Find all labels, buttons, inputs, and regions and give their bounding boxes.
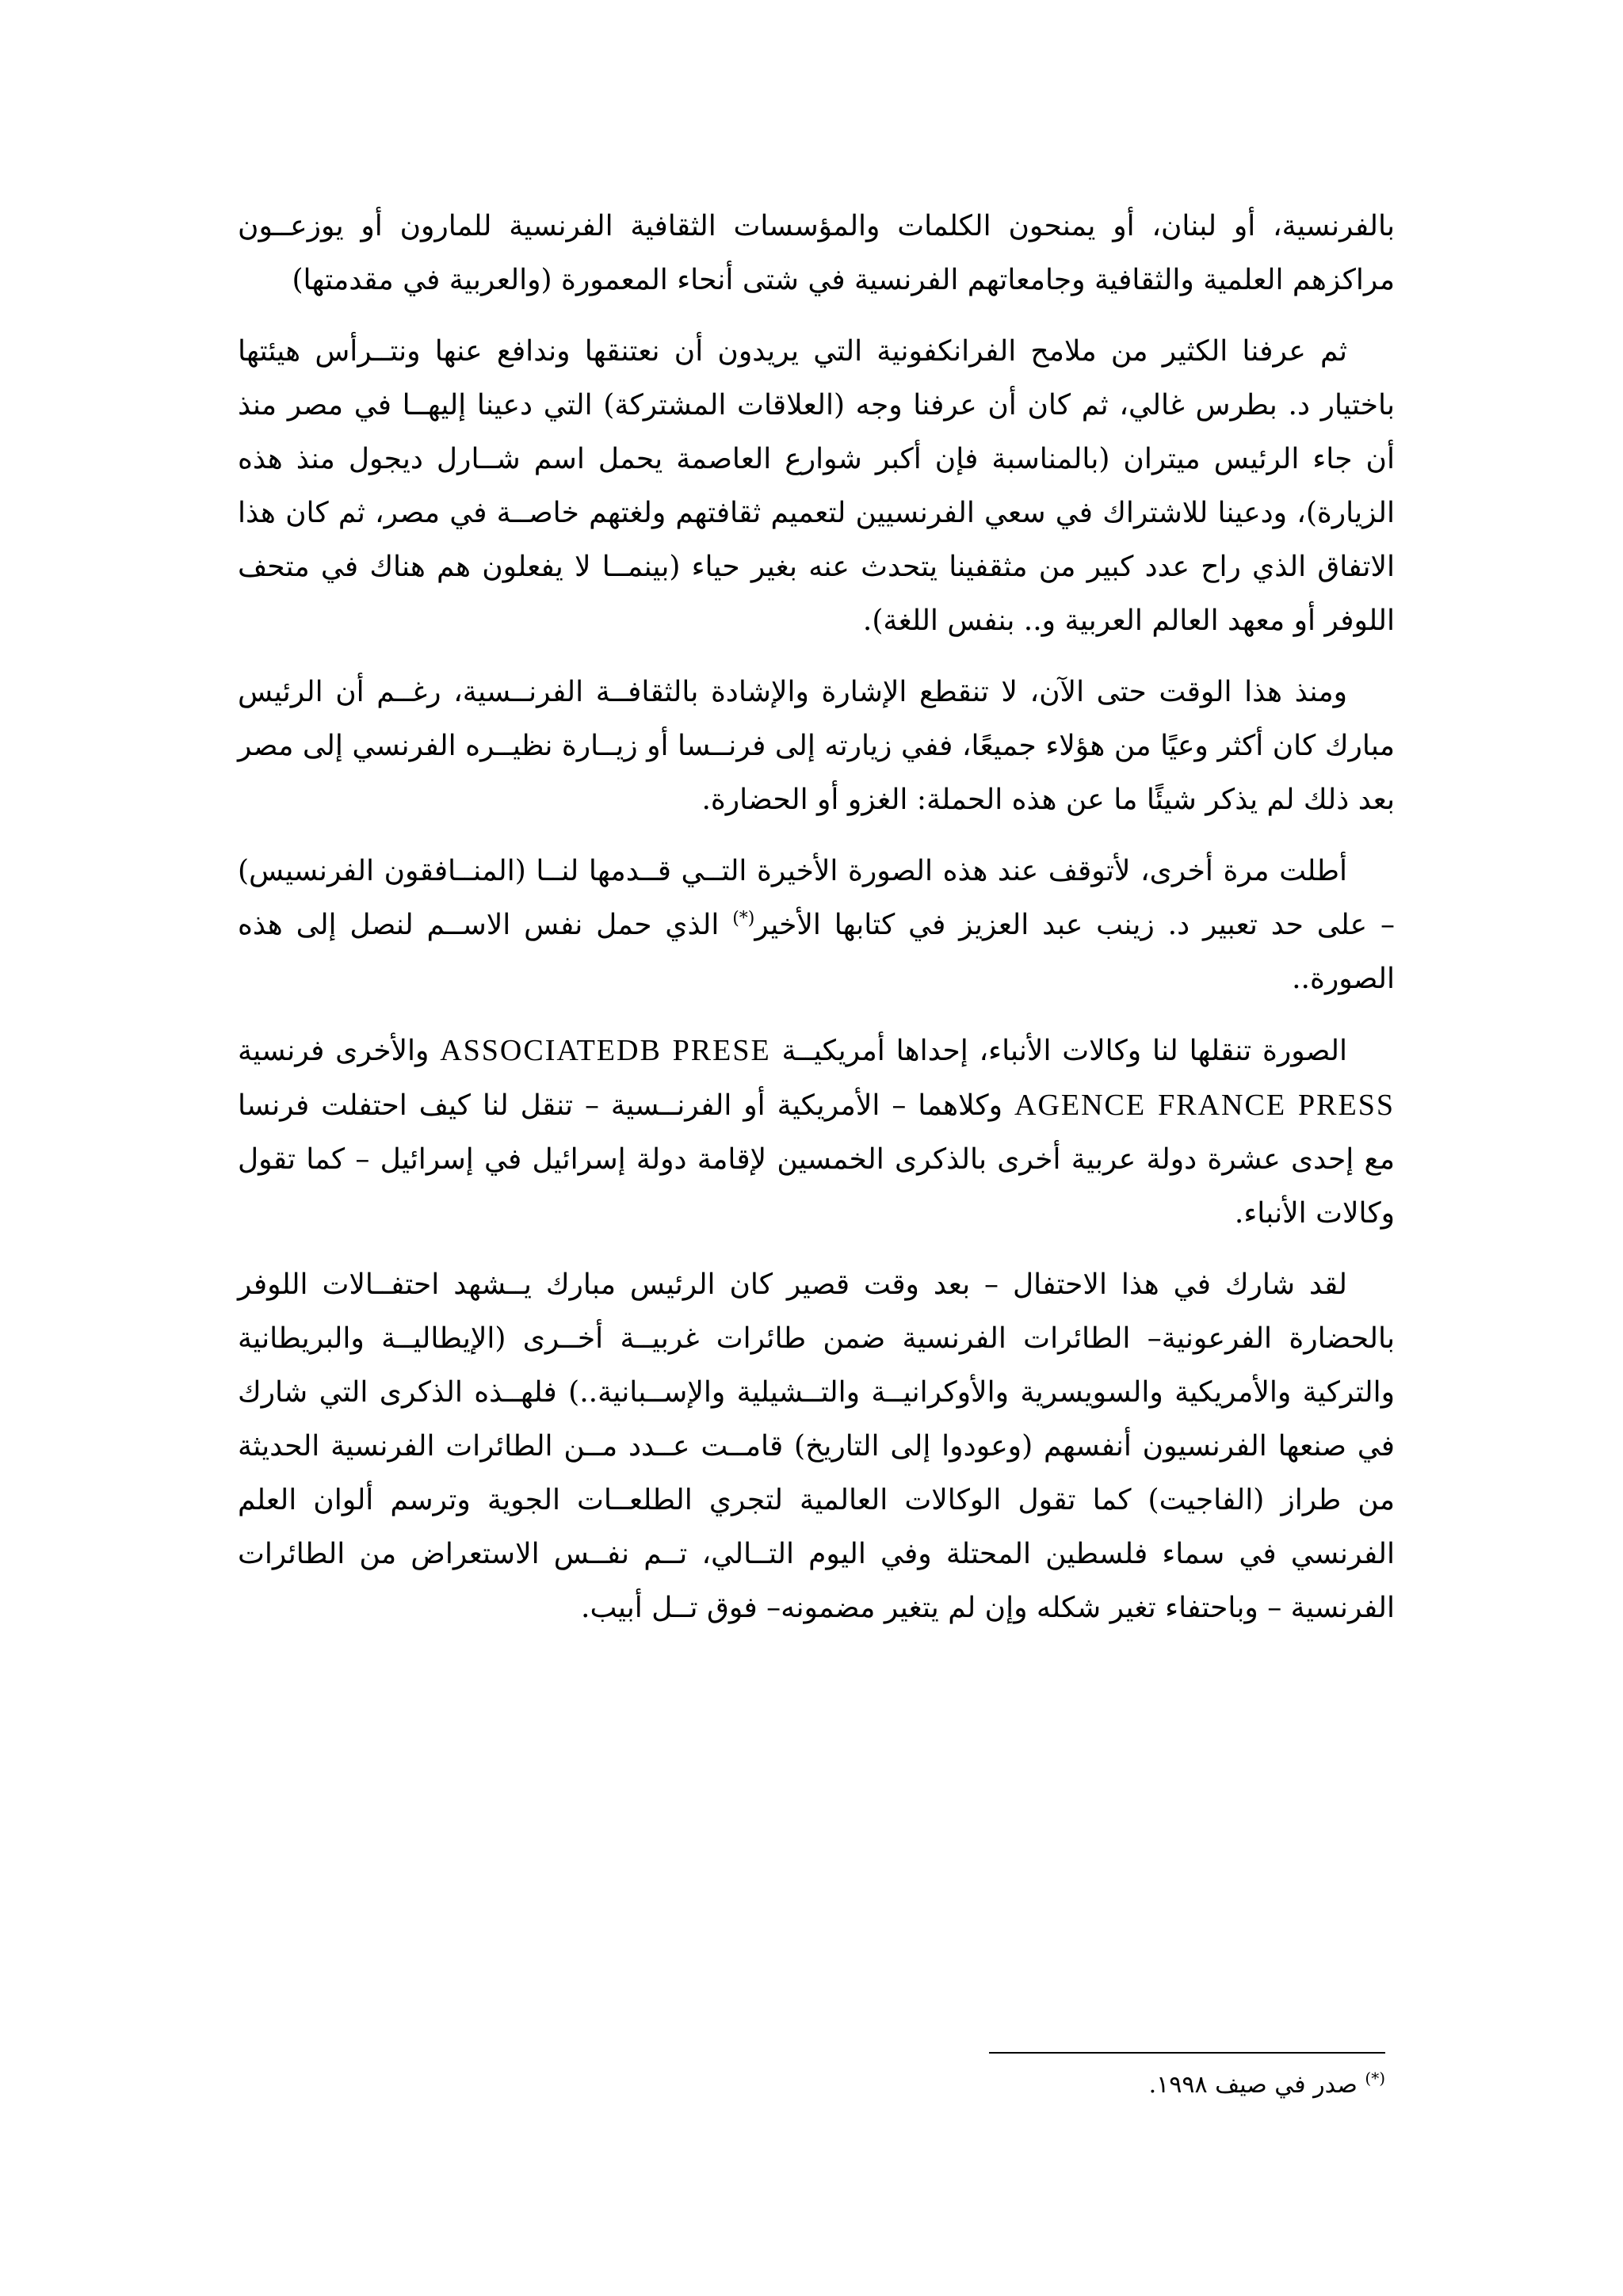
paragraph-5-part-1: الصورة تنقلها لنا وكالات الأنباء، إحداها أمريكيــة: [770, 1035, 1347, 1067]
paragraph-1: بالفرنسية، أو لبنان، أو يمنحون الكلمات والمؤسسات الثقافية الفرنسية للمارون أو يوزعــون مراكزهم العلمية والثقافية وجامعاتهم الفرنسية في شتى أنحاء المعمورة (والعربية في مقدمتها): [238, 210, 1395, 296]
footnote-reference[interactable]: (*): [732, 909, 755, 929]
paragraph-4-text-after-ref: الذي حمل نفس الاســم لنصل إلى هذه الصورة..: [238, 909, 1395, 995]
paragraph-6: لقد شارك في هذا الاحتفال – بعد وقت قصير كان الرئيس مبارك يــشهد احتفــالات اللوفر بالحضارة الفرعونية– الطائرات الفرنسية ضمن طائرات غربيــة أخــرى (الإيطاليــة والبريطانية والتركية والأمريكية والسويسرية والأوكرانيــة والتــشيلية والإســبانية..) فلهــذه الذكرى التي شارك في صنعها الفرنسيون أنفسهم (وعودوا إلى التاريخ) قامــت عــدد مــن الطائرات الفرنسية الحديثة من طراز (الفاجيت) كما تقول الوكالات العالمية لتجري الطلعــات الجوية وترسم ألوان العلم الفرنسي في سماء فلسطين المحتلة وفي اليوم التــالي، تــم نفــس الاستعراض من الطائرات الفرنسية – وباحتفاء تغير شكله وإن لم يتغير مضمونه– فوق تــل أبيب.: [238, 1268, 1395, 1624]
footnote: [228, 2065, 1385, 2106]
footnote-marker: (*): [1365, 2069, 1385, 2088]
agency-name-associated-press: ASSOCIATEDB PRESE: [440, 1034, 771, 1067]
paragraph-4-text-before-ref: أطلت مرة أخرى، لأتوقف عند هذه الصورة الأخيرة التــي قــدمها لنــا (المنــافقون الفرنسيس) – على حد تعبير د. زينب عبد العزيز في كتابها الأخير: [238, 855, 1396, 941]
agency-name-agence-france-press: AGENCE FRANCE PRESS: [1014, 1089, 1395, 1122]
paragraph-3: ومنذ هذا الوقت حتى الآن، لا تنقطع الإشارة والإشادة بالثقافــة الفرنــسية، رغــم أن الرئيس مبارك كان أكثر وعيًا من هؤلاء جميعًا، ففي زيارته إلى فرنــسا أو زيــارة نظيــره الفرنسي إلى مصر بعد ذلك لم يذكر شيئًا ما عن هذه الحملة: الغزو أو الحضارة.: [238, 676, 1395, 816]
footnote-divider: [989, 2052, 1385, 2054]
paragraph-2: ثم عرفنا الكثير من ملامح الفرانكفونية التي يريدون أن نعتنقها وندافع عنها ونتــرأس هيئتها باختيار د. بطرس غالي، ثم كان أن عرفنا وجه (العلاقات المشتركة) التي دعينا إليهــا في مصر منذ أن جاء الرئيس ميتران (بالمناسبة فإن أكبر شوارع العاصمة يحمل اسم شــارل ديجول منذ هذه الزيارة)، ودعينا للاشتراك في سعي الفرنسيين لتعميم ثقافتهم ولغتهم خاصــة في مصر، ثم كان هذا الاتفاق الذي راح عدد كبير من مثقفينا يتحدث عنه بغير حياء (بينمــا لا يفعلون هم هناك في متحف اللوفر أو معهد العالم العربية و.. بنفس اللغة).: [238, 335, 1395, 637]
paragraph-4: [238, 845, 1395, 1006]
footnote-text: صدر في صيف ١٩٩٨.: [1148, 2071, 1365, 2099]
document-page: [238, 200, 1395, 1653]
paragraph-5: [238, 1024, 1395, 1241]
paragraph-5-part-3: وكلاهما – الأمريكية أو الفرنــسية – تنقل لنا كيف احتفلت فرنسا مع إحدى عشرة دولة عربية أخرى بالذكرى الخمسين لإقامة دولة إسرائيل في إسرائيل – كما تقول وكالات الأنباء.: [238, 1089, 1395, 1230]
paragraph-5-part-2: والأخرى فرنسية: [238, 1035, 441, 1067]
